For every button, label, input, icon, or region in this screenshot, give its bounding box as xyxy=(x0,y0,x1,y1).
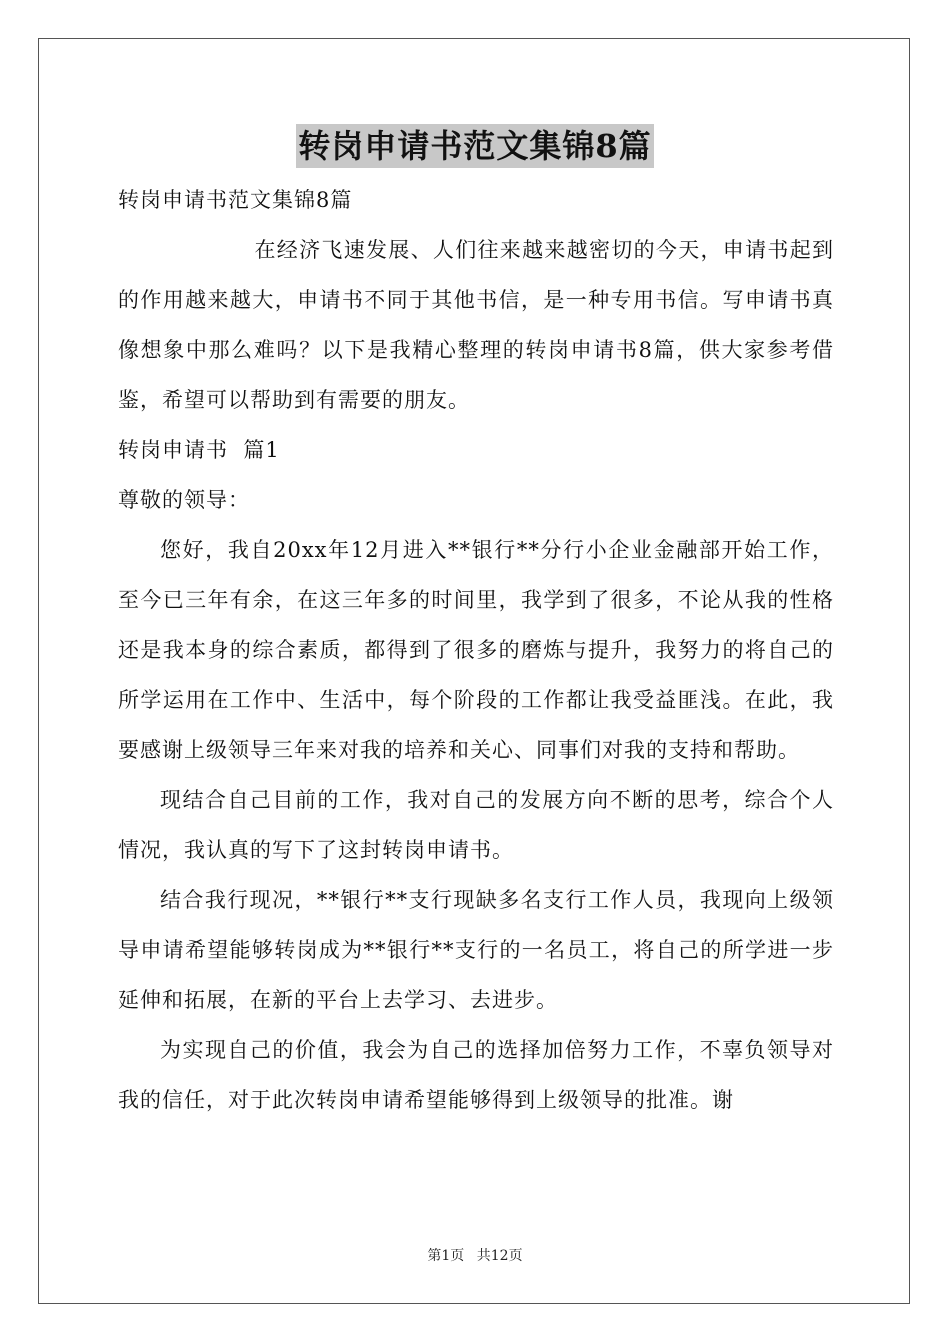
document-subtitle: 转岗申请书范文集锦8篇 xyxy=(118,188,353,212)
document-body xyxy=(118,175,834,1125)
title-wrap xyxy=(0,124,950,168)
intro-paragraph: 在经济飞速发展、人们往来越来越密切的今天，申请书起到的作用越来越大，申请书不同于其他书信，是一种专用书信。写申请书真像想象中那么难吗？以下是我精心整理的转岗申请书8篇，供大家参考借鉴，希望可以帮助到有需要的朋友。 xyxy=(118,238,834,412)
section-heading: 转岗申请书 篇1 xyxy=(118,438,280,462)
body-paragraph-3: 结合我行现况，**银行**支行现缺多名支行工作人员，我现向上级领导申请希望能够转岗成为**银行**支行的一名员工，将自己的所学进一步延伸和拓展，在新的平台上去学习、去进步。 xyxy=(118,888,834,1012)
page-number: 第1页 xyxy=(427,1248,465,1264)
page-total: 共12页 xyxy=(476,1248,523,1264)
body-paragraph-1: 您好，我自20xx年12月进入**银行**分行小企业金融部开始工作，至今已三年有余，在这三年多的时间里，我学到了很多，不论从我的性格还是我本身的综合素质，都得到了很多的磨炼与提升，我努力的将自己的所学运用在工作中、生活中，每个阶段的工作都让我受益匪浅。在此，我要感谢上级领导三年来对我的培养和关心、同事们对我的支持和帮助。 xyxy=(118,538,834,762)
page-footer xyxy=(0,1246,950,1266)
body-paragraph-4: 为实现自己的价值，我会为自己的选择加倍努力工作，不辜负领导对我的信任，对于此次转岗申请希望能够得到上级领导的批准。谢 xyxy=(118,1038,834,1112)
document-title: 转岗申请书范文集锦8篇 xyxy=(296,124,653,168)
salutation: 尊敬的领导： xyxy=(118,488,250,512)
body-paragraph-2: 现结合自己目前的工作，我对自己的发展方向不断的思考，综合个人情况，我认真的写下了这封转岗申请书。 xyxy=(118,788,834,862)
